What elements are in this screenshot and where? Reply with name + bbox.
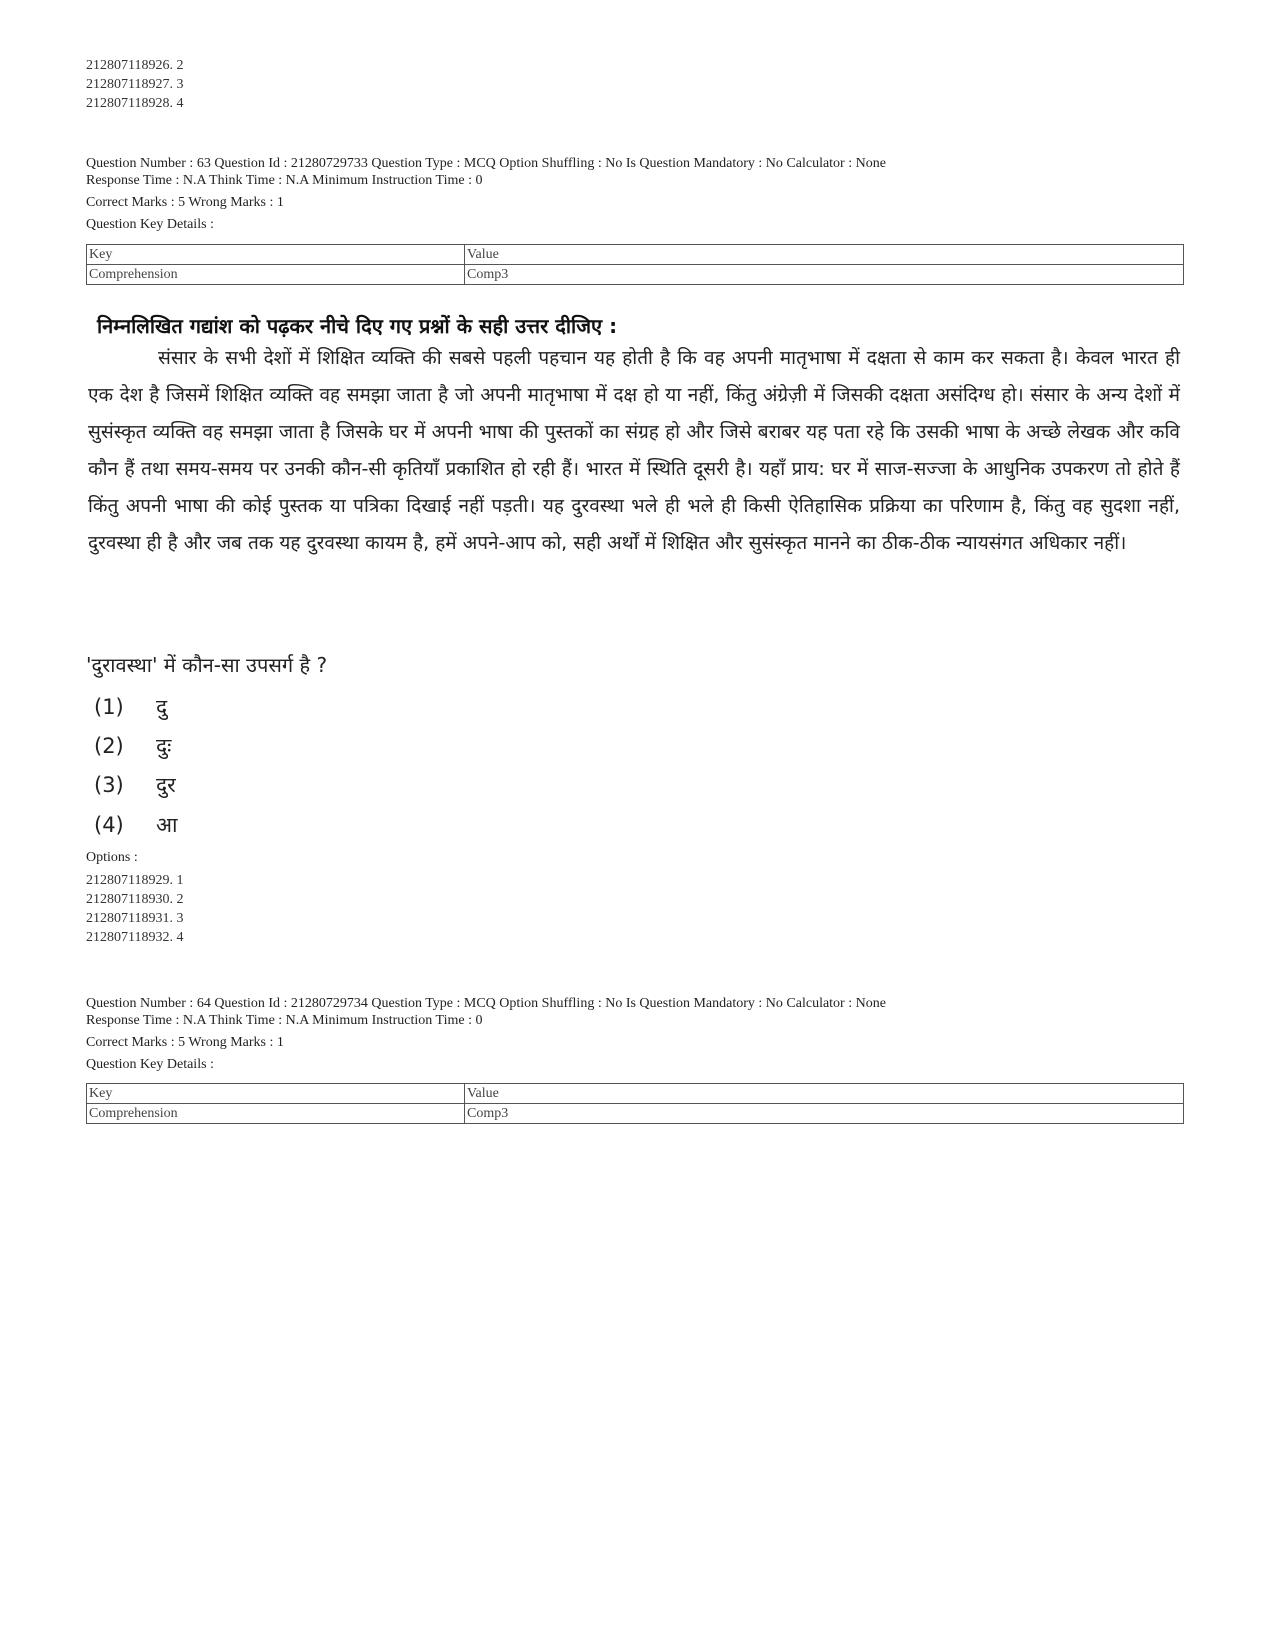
option-id: 212807118928. 4	[86, 96, 184, 111]
option-number: (3)	[94, 773, 124, 797]
question-info-line: Question Number : 64 Question Id : 21280729734 Question Type : MCQ Option Shuffling : No Is Question Mandatory : No Calculator : None	[86, 996, 886, 1011]
key-header: Key	[87, 1084, 465, 1104]
question-text: 'दुरावस्था' में कौन-सा उपसर्ग है ?	[86, 653, 328, 677]
question-64-meta	[86, 995, 1186, 1073]
response-time-line: Response Time : N.A Think Time : N.A Minimum Instruction Time : 0	[86, 173, 483, 188]
marks-line: Correct Marks : 5 Wrong Marks : 1	[86, 195, 284, 210]
table-row	[87, 1104, 1184, 1124]
option-text: दुर	[156, 773, 176, 797]
key-header: Key	[87, 245, 465, 265]
option-id: 212807118926. 2	[86, 58, 184, 73]
previous-option-ids	[86, 57, 183, 114]
option-3	[94, 771, 176, 799]
option-text: दुः	[156, 734, 172, 758]
value-cell: Comp3	[465, 1104, 1184, 1124]
option-number: (4)	[94, 813, 124, 837]
option-4	[94, 811, 177, 839]
question-63-meta	[86, 155, 1186, 233]
value-cell: Comp3	[465, 265, 1184, 285]
response-time-line: Response Time : N.A Think Time : N.A Minimum Instruction Time : 0	[86, 1013, 483, 1028]
table-header-row	[87, 1084, 1184, 1104]
option-id: 212807118927. 3	[86, 77, 184, 92]
question-64-key-table	[86, 1083, 1184, 1124]
option-id: 212807118931. 3	[86, 911, 184, 926]
option-1	[94, 693, 167, 721]
marks-line: Correct Marks : 5 Wrong Marks : 1	[86, 1035, 284, 1050]
passage-heading: निम्नलिखित गद्यांश को पढ़कर नीचे दिए गए प्रश्नों के सही उत्तर दीजिए :	[97, 314, 618, 338]
option-number: (2)	[94, 734, 124, 758]
passage-text: संसार के सभी देशों में शिक्षित व्यक्ति की सबसे पहली पहचान यह होती है कि वह अपनी मातृभाषा में दक्षता से काम कर सकता है। केवल भारत ही एक देश है जिसमें शिक्षित व्यक्ति वह समझा जाता है जो अपनी मातृभाषा में दक्ष हो या नहीं, किंतु अंग्रेज़ी में जिसकी दक्षता असंदिग्ध हो। संसार के अन्य देशों में सुसंस्कृत व्यक्ति वह समझा जाता है जिसके घर में अपनी भाषा की पुस्तकों का संग्रह हो और जिसे बराबर यह पता रहे कि उसकी भाषा के अच्छे लेखक और कवि कौन हैं तथा समय-समय पर उनकी कौन-सी कृतियाँ प्रकाशित हो रही हैं। भारत में स्थिति दूसरी है। यहाँ प्राय: घर में साज-सज्जा के आधुनिक उपकरण तो होते हैं किंतु अपनी भाषा की कोई पुस्तक या पत्रिका दिखाई नहीं पड़ती। यह दुरवस्था भले ही भले ही किसी ऐतिहासिक प्रक्रिया का परिणाम है, किंतु वह सुदशा नहीं, दुरवस्था ही है और जब तक यह दुरवस्था कायम है, हमें अपने-आप को, सही अर्थों में शिक्षित और सुसंस्कृत मानने का ठीक-ठीक न्यायसंगत अधिकार नहीं।	[88, 347, 1180, 554]
key-details-label: Question Key Details :	[86, 1057, 214, 1072]
option-ids	[86, 872, 183, 948]
question-info-line: Question Number : 63 Question Id : 21280729733 Question Type : MCQ Option Shuffling : No Is Question Mandatory : No Calculator : None	[86, 156, 886, 171]
option-id: 212807118930. 2	[86, 892, 184, 907]
table-row	[87, 265, 1184, 285]
key-cell: Comprehension	[87, 265, 465, 285]
option-number: (1)	[94, 695, 124, 719]
key-details-label: Question Key Details :	[86, 217, 214, 232]
table-header-row	[87, 245, 1184, 265]
option-id: 212807118932. 4	[86, 930, 184, 945]
option-text: आ	[156, 813, 178, 837]
option-id: 212807118929. 1	[86, 873, 184, 888]
option-text: दु	[156, 695, 168, 719]
value-header: Value	[465, 245, 1184, 265]
question-63-key-table	[86, 244, 1184, 285]
option-2	[94, 732, 171, 760]
options-label: Options :	[86, 850, 138, 865]
value-header: Value	[465, 1084, 1184, 1104]
key-cell: Comprehension	[87, 1104, 465, 1124]
